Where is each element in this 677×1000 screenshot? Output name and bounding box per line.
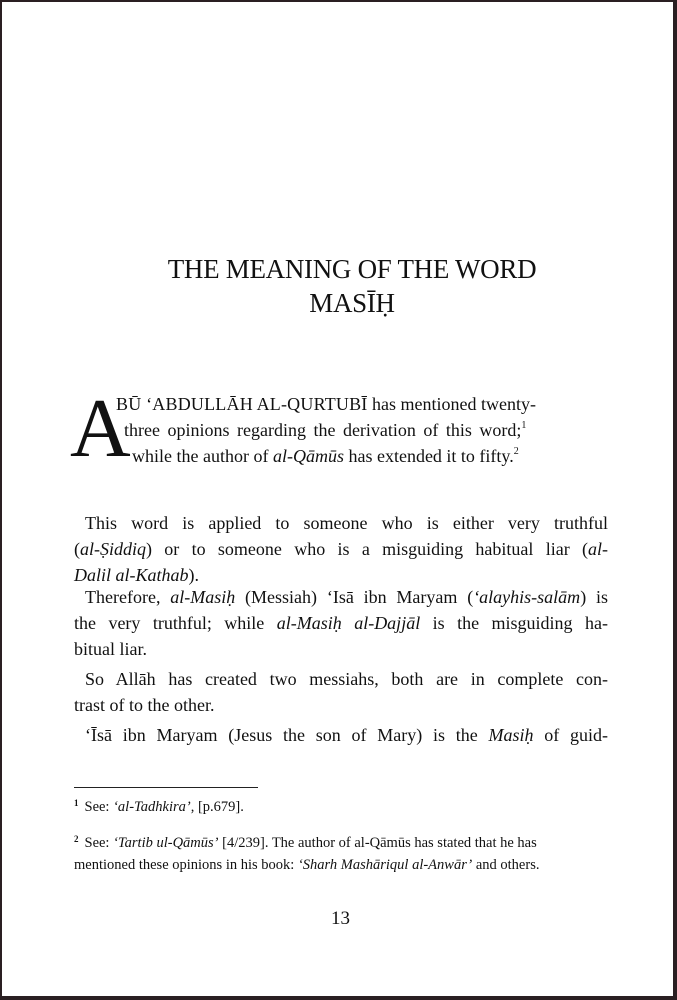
p5-l1-post: of guid-: [533, 725, 608, 745]
dalil-al-kathab-italic: Dalil al-Kathab: [74, 565, 189, 585]
p3-l1-pre: Therefore,: [85, 587, 171, 607]
paragraph-4-line-1: So Allāh has created two messiahs, both are in complete con-: [85, 669, 608, 689]
paragraph-3-line-1: [74, 584, 608, 610]
opening-line-3-post: has extended it to fifty.: [343, 446, 514, 466]
chapter-title-line-2: MASĪḤ: [309, 288, 395, 318]
paragraph-3: [74, 584, 608, 662]
p3-l2-pre: the very truthful; while: [74, 613, 277, 633]
paragraph-2-line-2-mid: ) or to someone who is a misguiding habitual liar (: [146, 539, 588, 559]
page-number: 13: [331, 908, 350, 929]
drop-cap: A: [70, 382, 131, 475]
paragraph-3-line-2: [74, 610, 608, 636]
al-masih-italic: al-Masiḥ: [170, 587, 236, 607]
opening-line-2: [124, 417, 526, 443]
author-name-caps: BŪ ‘ABDULLĀH AL-QURTUBĪ: [116, 394, 368, 414]
chapter-title: [62, 252, 642, 320]
footnote-2-pre: See:: [84, 835, 114, 851]
alayhis-salam-italic: ‘alayhis-salām: [473, 587, 581, 607]
qamus-italic: al-Qāmūs: [272, 446, 344, 466]
p3-l1-post: ) is: [580, 587, 608, 607]
paragraph-4: [74, 666, 608, 718]
footnote-divider: [74, 787, 258, 788]
paragraph-4-line-2: trast of to the other.: [74, 695, 215, 715]
footnote-2-title: ‘Tartib ul-Qāmūs’: [113, 835, 219, 851]
paragraph-3-line-3: bitual liar.: [74, 639, 147, 659]
footnote-2-line2-pre: mentioned these opinions in his book:: [74, 857, 298, 873]
opening-paragraph: [70, 382, 610, 475]
paragraph-2-line-2: [74, 536, 608, 562]
footnote-ref-2[interactable]: 2: [513, 446, 519, 457]
p3-l1-mid: (Messiah) ‘Isā ibn Maryam (: [235, 587, 474, 607]
footnote-2-post: [4/239]. The author of al-Qāmūs has stated that he has: [218, 835, 537, 851]
opening-line-1-text: has mentioned twenty-: [367, 394, 536, 414]
chapter-title-line-1: THE MEANING OF THE WORD: [167, 254, 537, 284]
footnote-1-marker: 1: [74, 798, 79, 808]
footnote-2: [74, 828, 614, 876]
paren: (: [74, 539, 80, 559]
footnote-1-post: , [p.679].: [190, 799, 244, 815]
footnote-2-book-title: ‘Sharh Mashāriqul al-Anwār’: [297, 857, 473, 873]
opening-line-1: [116, 391, 536, 417]
al-siddiq-italic: al-Ṣiddiq: [80, 539, 146, 559]
al-masih-al-dajjal-italic: al-Masiḥ al-Dajjāl: [276, 613, 421, 633]
p3-l2-post: is the misguiding ha-: [420, 613, 608, 633]
p5-l1-pre: ‘Īsā ibn Maryam (Jesus the son of Mary) is the: [85, 725, 489, 745]
masih-italic: Masiḥ: [488, 725, 534, 745]
footnote-1-pre: See:: [84, 799, 114, 815]
footnote-1-title: ‘al-Tadhkira’: [113, 799, 191, 815]
footnote-2-marker: 2: [74, 834, 79, 844]
opening-line-3: [132, 443, 519, 469]
paragraph-2-line-1: This word is applied to someone who is either very truthful: [85, 513, 608, 533]
paragraph-2-line-3-post: ).: [188, 565, 200, 585]
paragraph-5-line-1: [74, 722, 608, 748]
footnote-2-line2-post: and others.: [472, 857, 540, 873]
footnote-ref-1[interactable]: 1: [521, 420, 527, 431]
paragraph-5: [74, 722, 608, 748]
opening-line-2-text: three opinions regarding the derivation of this word;: [124, 420, 522, 440]
opening-line-3-pre: while the author of: [132, 446, 273, 466]
al-italic: al-: [588, 539, 608, 559]
footnote-1: [74, 792, 614, 818]
paragraph-2: [74, 510, 608, 588]
